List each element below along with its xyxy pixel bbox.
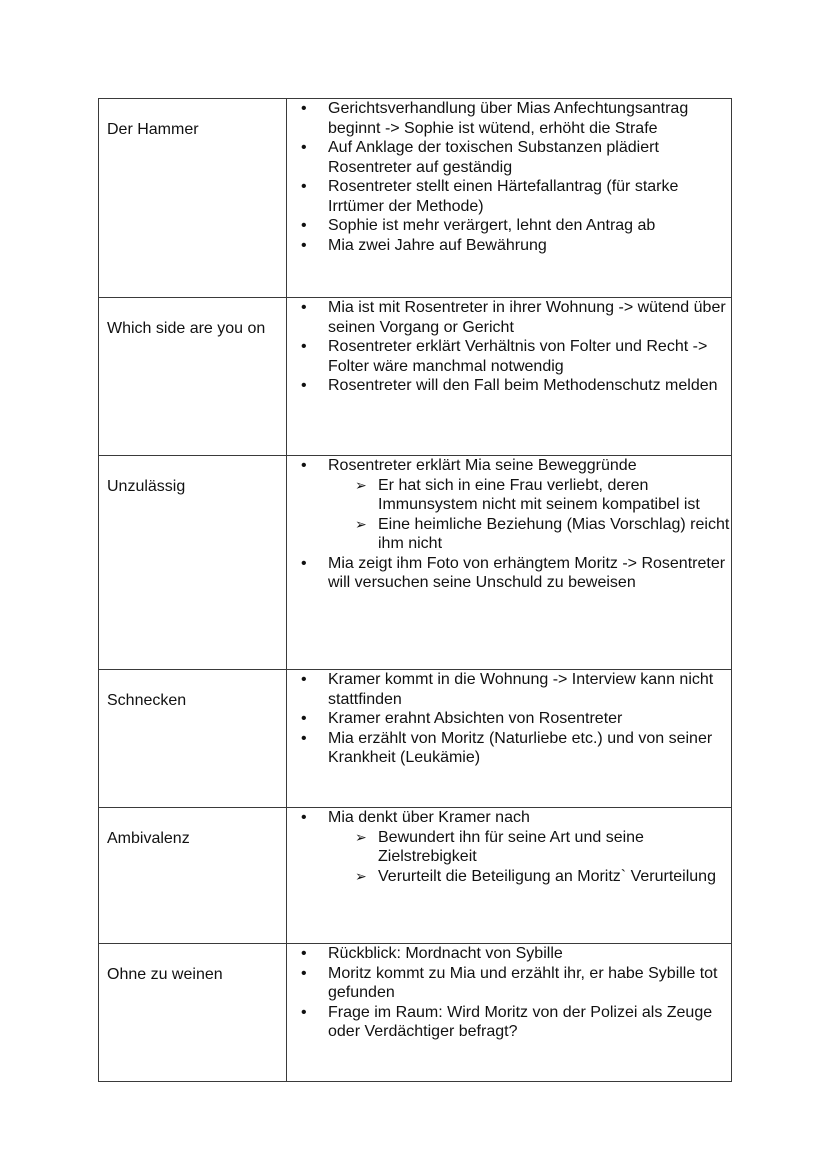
bullet-item xyxy=(287,709,731,729)
bullet-text: Mia denkt über Kramer nach xyxy=(328,809,530,826)
bullet-text: Rückblick: Mordnacht von Sybille xyxy=(328,945,563,962)
chapter-row xyxy=(99,99,732,298)
bullet-item xyxy=(287,456,731,554)
chapter-title: Schnecken xyxy=(107,692,187,709)
chapter-title: Which side are you on xyxy=(107,320,266,337)
bullet-item xyxy=(287,177,731,216)
chapter-title: Unzulässig xyxy=(107,478,186,495)
bullet-item xyxy=(287,298,731,337)
chapter-title: Der Hammer xyxy=(107,121,199,138)
bullet-item xyxy=(287,554,731,593)
chapter-row xyxy=(99,670,732,808)
bullet-text: Mia zwei Jahre auf Bewährung xyxy=(328,236,547,254)
chapter-notes-cell xyxy=(287,808,732,944)
sub-bullet-list xyxy=(328,476,731,554)
chapter-title-cell xyxy=(99,99,287,298)
bullet-item xyxy=(287,729,731,768)
bullet-text: Gerichtsverhandlung über Mias Anfechtungsantrag beginnt -> Sophie ist wütend, erhöht die Strafe xyxy=(328,100,689,137)
bullet-text: Moritz kommt zu Mia und erzählt ihr, er habe Sybille tot gefunden xyxy=(328,964,718,1001)
bullet-text: Rosentreter erklärt Verhältnis von Folter und Recht -> Folter wäre manchmal notwendig xyxy=(328,338,708,375)
chapter-title-cell xyxy=(99,670,287,808)
sub-bullet-item: ➢ Verurteilt die Beteiligung an Moritz` Verurteilung xyxy=(328,867,731,887)
chapter-row xyxy=(99,808,732,944)
bullet-text: Kramer kommt in die Wohnung -> Interview kann nicht stattfinden xyxy=(328,671,714,708)
bullet-item xyxy=(287,1003,731,1042)
chapter-title: Ohne zu weinen xyxy=(107,966,223,983)
chapter-title-cell xyxy=(99,944,287,1082)
chapter-notes-cell xyxy=(287,944,732,1082)
bullet-item xyxy=(287,337,731,376)
bullet-list xyxy=(287,99,731,255)
chapter-title: Ambivalenz xyxy=(107,830,190,847)
bullet-list xyxy=(287,298,731,396)
bullet-item xyxy=(287,236,731,256)
bullet-item xyxy=(287,670,731,709)
chapter-summary-body xyxy=(99,99,732,1082)
chapter-row xyxy=(99,456,732,670)
chapter-row xyxy=(99,944,732,1082)
bullet-text: Mia ist mit Rosentreter in ihrer Wohnung -> wütend über seinen Vorgang or Gericht xyxy=(328,299,726,336)
bullet-list xyxy=(287,456,731,593)
chapter-notes-cell xyxy=(287,456,732,670)
bullet-text: Rosentreter erklärt Mia seine Beweggründe xyxy=(328,457,637,474)
bullet-list xyxy=(287,944,731,1042)
bullet-list xyxy=(287,808,731,886)
bullet-text: Mia zeigt ihm Foto von erhängtem Moritz -> Rosentreter will versuchen seine Unschuld zu beweisen xyxy=(328,554,726,591)
bullet-text: Frage im Raum: Wird Moritz von der Polizei als Zeuge oder Verdächtiger befragt? xyxy=(328,1003,713,1040)
chapter-notes-cell xyxy=(287,99,732,298)
bullet-text: Auf Anklage der toxischen Substanzen plädiert Rosentreter auf geständig xyxy=(328,139,659,176)
chapter-title-cell xyxy=(99,808,287,944)
sub-bullet-item: ➢ Bewundert ihn für seine Art und seine Zielstrebigkeit xyxy=(328,828,731,867)
sub-bullet-item: ➢ Eine heimliche Beziehung (Mias Vorschlag) reicht ihm nicht xyxy=(328,515,731,554)
chapter-notes-cell xyxy=(287,298,732,456)
sub-bullet-item: ➢ Er hat sich in eine Frau verliebt, deren Immunsystem nicht mit seinem kompatibel ist xyxy=(328,476,731,515)
bullet-item xyxy=(287,376,731,396)
bullet-item xyxy=(287,138,731,177)
bullet-text: Kramer erahnt Absichten von Rosentreter xyxy=(328,710,623,727)
chapter-title-cell xyxy=(99,456,287,670)
chapter-notes-cell xyxy=(287,670,732,808)
bullet-item xyxy=(287,808,731,886)
chapter-summary-table xyxy=(98,98,732,1082)
bullet-text: Rosentreter will den Fall beim Methodenschutz melden xyxy=(328,377,718,394)
bullet-item xyxy=(287,944,731,964)
chapter-title-cell xyxy=(99,298,287,456)
sub-bullet-list xyxy=(328,828,731,887)
bullet-item xyxy=(287,216,731,236)
bullet-item xyxy=(287,964,731,1003)
chapter-row xyxy=(99,298,732,456)
bullet-list xyxy=(287,670,731,768)
bullet-text: Mia erzählt von Moritz (Naturliebe etc.) und von seiner Krankheit (Leukämie) xyxy=(328,729,713,766)
bullet-text: Rosentreter stellt einen Härtefallantrag (für starke Irrtümer der Methode) xyxy=(328,178,679,215)
bullet-text: Sophie ist mehr verärgert, lehnt den Antrag ab xyxy=(328,217,656,234)
bullet-item xyxy=(287,99,731,138)
